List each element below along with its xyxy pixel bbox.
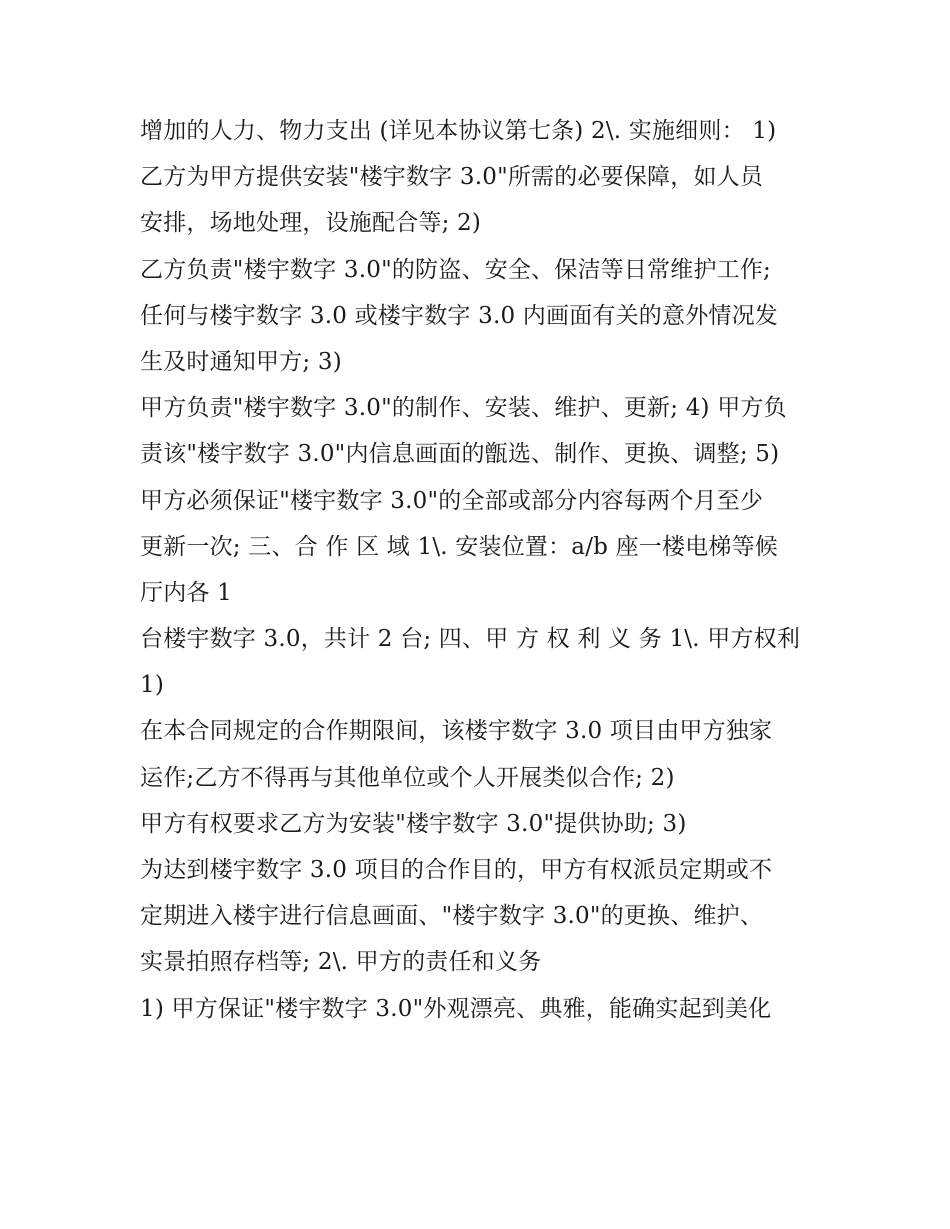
text-line: 实景拍照存档等; 2\. 甲方的责任和义务	[140, 949, 542, 976]
text-line: 甲方负责"楼宇数字 3.0"的制作、安装、维护、更新; 4) 甲方负	[140, 395, 787, 422]
text-line: 在本合同规定的合作期限间，该楼宇数字 3.0 项目由甲方独家	[140, 718, 773, 745]
text-line: 生及时通知甲方; 3)	[140, 348, 342, 375]
text-line: 甲方必须保证"楼宇数字 3.0"的全部或部分内容每两个月至少	[140, 487, 764, 514]
document-body	[140, 108, 820, 1032]
text-line: 任何与楼宇数字 3.0 或楼宇数字 3.0 内画面有关的意外情况发	[140, 302, 778, 329]
text-line: 乙方负责"楼宇数字 3.0"的防盗、安全、保洁等日常维护工作;	[140, 256, 771, 283]
text-line: 运作;乙方不得再与其他单位或个人开展类似合作; 2)	[140, 764, 675, 791]
text-line: 厅内各 1	[140, 579, 232, 606]
text-line: 1) 甲方保证"楼宇数字 3.0"外观漂亮、典雅，能确实起到美化	[140, 995, 772, 1022]
text-line: 乙方为甲方提供安装"楼宇数字 3.0"所需的必要保障，如人员	[140, 164, 764, 191]
text-line: 责该"楼宇数字 3.0"内信息画面的甑选、制作、更换、调整; 5)	[140, 441, 780, 468]
text-line: 为达到楼宇数字 3.0 项目的合作目的，甲方有权派员定期或不	[140, 857, 773, 883]
text-line: 更新一次; 三、合 作 区 域 1\. 安装位置：a/b 座一楼电梯等候	[140, 533, 779, 560]
text-line: 甲方有权要求乙方为安装"楼宇数字 3.0"提供协助; 3)	[140, 810, 687, 837]
text-line: 1)	[140, 672, 165, 699]
text-line: 安排，场地处理，设施配合等; 2)	[140, 210, 482, 237]
text-line: 增加的人力、物力支出 (详见本协议第七条) 2\. 实施细则： 1)	[140, 118, 777, 144]
text-line: 定期进入楼宇进行信息画面、"楼宇数字 3.0"的更换、维护、	[140, 903, 764, 930]
text-line: 台楼宇数字 3.0，共计 2 台; 四、甲 方 权 利 义 务 1\. 甲方权利	[140, 626, 801, 653]
